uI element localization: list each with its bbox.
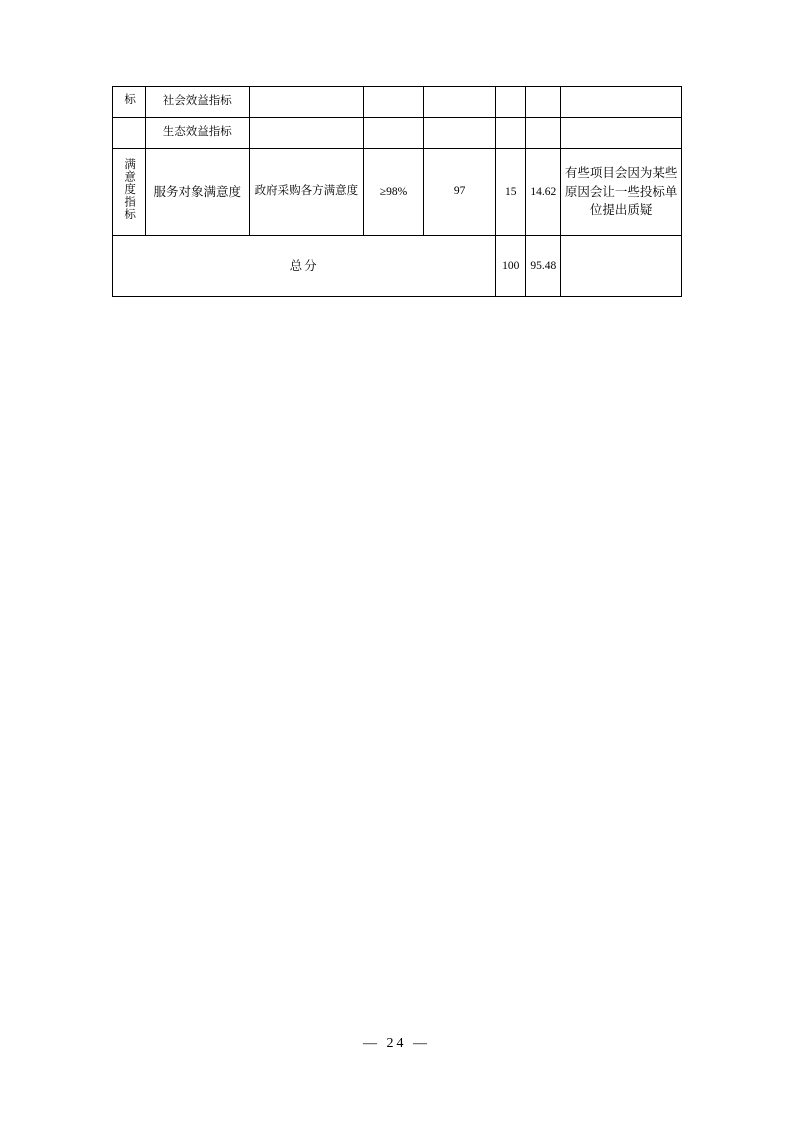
category-label-vertical: 标	[123, 92, 136, 106]
cell-score	[526, 118, 561, 149]
cell-note: 有些项目会因为某些原因会让一些投标单位提出质疑	[561, 149, 682, 236]
cell-target: ≥98%	[363, 149, 423, 236]
cell-weight	[496, 118, 526, 149]
performance-score-table	[112, 86, 682, 297]
cell-category-satisfaction	[113, 149, 146, 236]
table-row	[113, 87, 682, 118]
total-weight: 100	[496, 236, 526, 297]
cell-actual	[424, 118, 496, 149]
cell-sub-indicator	[250, 118, 364, 149]
cell-score: 14.62	[526, 149, 561, 236]
cell-indicator-social: 社会效益指标	[145, 87, 250, 118]
cell-actual: 97	[424, 149, 496, 236]
cell-sub-indicator-procurement: 政府采购各方满意度	[250, 149, 364, 236]
cell-category-standard	[113, 87, 146, 118]
cell-actual	[424, 87, 496, 118]
category-label-vertical: 满意度指标	[123, 157, 136, 221]
cell-target	[363, 87, 423, 118]
cell-weight: 15	[496, 149, 526, 236]
cell-weight	[496, 87, 526, 118]
cell-note	[561, 87, 682, 118]
total-note	[561, 236, 682, 297]
cell-indicator-service-satisfaction: 服务对象满意度	[145, 149, 250, 236]
cell-score	[526, 87, 561, 118]
cell-note	[561, 118, 682, 149]
page-number: — 24 —	[363, 1036, 430, 1051]
table-row	[113, 118, 682, 149]
total-score: 95.48	[526, 236, 561, 297]
performance-score-table-wrapper	[112, 86, 682, 297]
cell-category-empty	[113, 118, 146, 149]
cell-target	[363, 118, 423, 149]
cell-indicator-ecological: 生态效益指标	[145, 118, 250, 149]
table-total-row	[113, 236, 682, 297]
cell-sub-indicator	[250, 87, 364, 118]
total-label: 总分	[113, 236, 496, 297]
table-row	[113, 149, 682, 236]
